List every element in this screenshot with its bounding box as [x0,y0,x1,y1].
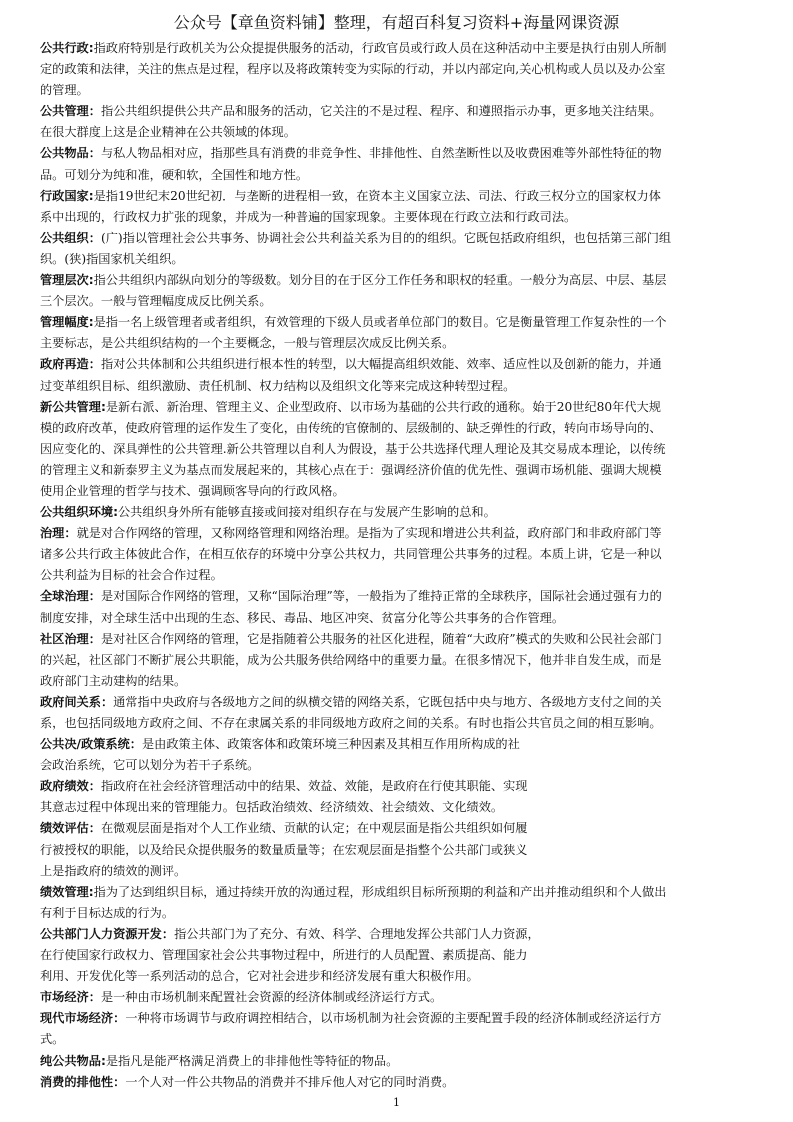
entry-definition-line: 其意志过程中体现出来的管理能力。包括政治绩效、经济绩效、社会绩效、文化绩效。 [40,800,504,815]
entry-definition-line: 政府部门主动建构的结果。 [40,673,187,688]
entry-term: 绩效评估 [40,821,89,836]
entry-separator: : [100,399,106,414]
entry-separator: : [88,315,94,330]
entry-term: 纯公共物品 [40,1053,101,1068]
entry-definition-line: 因应变化的、深具弹性的公共管理.新公共管理以自利人为假设，基于公共选择代理人理论及其交易成本理论，以传统 [40,441,666,456]
glossary-entry [40,818,756,881]
document-body [40,38,756,1093]
glossary-entry [40,312,756,354]
entry-separator: ： [100,694,114,709]
entry-separator: : [88,41,94,55]
entry-term: 市场经济 [40,990,89,1005]
entry-definition-line: 系中出现的，行政权力扩张的现象，并成为一种普遍的国家现象。主要体现在行政立法和行政司法。 [40,209,577,224]
entry-term: 公共部门人力资源开发 [40,926,162,941]
glossary-entry [40,882,756,924]
entry-definition-line: 会政治系统，它可以划分为若干子系统。 [40,758,260,773]
glossary-entry [40,692,756,734]
entry-term: 治理 [40,526,65,541]
entry-definition-line: 式。 [40,1032,65,1047]
entry-definition-line: 指公共部门为了充分、有效、科学、合理地发挥公共部门人力资源， [174,926,540,941]
entry-definition-line: 就是对合作网络的管理，又称网络管理和网络治理。是指为了实现和增进公共利益，政府部门和非政府部门等 [76,526,662,541]
entry-definition-line: (广)指以管理社会公共事务、协调社会公共利益关系为目的的组织。它既包括政府组织，也包括第三部门组 [100,230,672,245]
entry-definition-line: 一个人对一件公共物品的消费并不排斥他人对它的同时消费。 [125,1074,455,1089]
glossary-entry [40,38,756,101]
entry-definition-line: 是指凡是能严格满足消费上的非排他性等特征的物品。 [105,1053,399,1068]
entry-separator: ： [129,737,142,752]
glossary-entry [40,397,756,502]
entry-separator: ： [113,1074,126,1089]
entry-separator: ： [88,631,101,646]
entry-definition-line: 通常指中央政府与各级地方之间的纵横交错的网络关系，它既包括中央与地方、各级地方支付之间的关 [113,694,662,709]
entry-definition-line: 的兴起，社区部门不断扩展公共职能，成为公共服务供给网络中的重要力量。在很多情况下，他并非自发生成，而是 [40,652,662,667]
entry-definition-line: 系，也包括同级地方政府之间、不存在隶属关系的非同级地方政府之间的关系。有时也指公共官员之间的相互影响。 [40,716,662,730]
entry-definition-line: 定的政策和法律，关注的焦点是过程，程序以及将政策转变为实际的行动，并以内部定向,关心机构或人员以及办公室 [40,62,666,77]
entry-definition-line: 指政府在社会经济管理活动中的结果、效益、效能，是政府在行使其职能、实现 [100,779,528,794]
glossary-entry [40,629,756,692]
entry-term: 管理幅度 [40,315,89,330]
entry-separator: ： [161,926,175,941]
entry-term: 公共组织 [40,230,89,245]
entry-definition-line: 一种将市场调节与政府调控相结合，以市场机制为社会资源的主要配置手段的经济体制或经济运行方 [125,1011,662,1026]
entry-separator: : [113,505,118,520]
entry-term: 现代市场经济 [40,1011,114,1026]
entry-term: 消费的排他性 [40,1074,114,1089]
entry-definition-line: 指对公共体制和公共组织进行根本性的转型，以大幅提高组织效能、效率、适应性以及创新的能力，并通 [100,357,662,372]
entry-term: 公共管理 [40,104,89,119]
entry-term: 公共组织环境 [40,505,114,520]
entry-term: 政府间关系 [40,694,101,709]
entry-definition-line: 上是指政府的绩效的测评。 [40,863,187,878]
entry-term: 社区治理 [40,631,89,646]
glossary-entry [40,1008,756,1050]
entry-term: 管理层次 [40,273,89,288]
entry-term: 公共行政 [40,41,89,55]
entry-definition-line: 使用企业管理的哲学与技术、强调顾客导向的行政风格。 [40,483,345,498]
glossary-entry [40,186,756,228]
entry-definition-line: 指为了达到组织目标，通过持续开放的沟通过程，形成组织目标所预期的利益和产出并推动组织和个人做出 [93,884,667,899]
glossary-entry [40,523,756,586]
entry-separator: : [88,884,94,899]
glossary-entry [40,270,756,312]
entry-definition-line: 有利于目标达成的行为。 [40,905,175,920]
entry-separator: ： [113,1011,126,1026]
page-number: 1 [393,1096,400,1109]
entry-separator: ： [88,357,101,372]
entry-definition-line: 三个层次。一般与管理幅度成反比例关系。 [40,294,272,309]
entry-definition-line: 诸多公共行政主体彼此合作，在相互依存的环境中分享公共权力，共同管理公共事务的过程。本质上讲，它是一种以 [40,547,662,562]
entry-definition-line: 指公共组织提供公共产品和服务的活动，它关注的不是过程、程序、和遵照指示办事，更多地关注结果。 [100,104,662,119]
glossary-entry [40,228,756,270]
entry-definition-line: 是由政策主体、政策客体和政策环境三种因素及其相互作用所构成的社 [141,737,520,752]
page-header: 公众号【章鱼资料铺】整理，有超百科复习资料+海量网课资源 [173,13,620,32]
entry-separator: ： [88,146,101,161]
entry-definition-line: 织。(狭)指国家机关组织。 [40,251,184,266]
entry-definition-line: 主要标志，是公共组织结构的一个主要概念，一般与管理层次成反比例关系。 [40,336,455,351]
entry-definition-line: 在很大群度上这是企业精神在公共领域的体现。 [40,125,296,140]
glossary-entry [40,1072,756,1093]
entry-definition-line: 是指一名上级管理者或者组织，有效管理的下级人员或者单位部门的数目。它是衡量管理工作复杂性的一个 [93,315,667,330]
entry-separator: : [100,1053,106,1068]
glossary-entry [40,586,756,628]
entry-separator: : [88,273,94,288]
entry-term: 政府再造 [40,357,89,372]
entry-definition-line: 是对国际合作网络的管理，又称“国际治理”等，一般指为了维持正常的全球秩序，国际社会通过强有力的 [100,589,662,604]
entry-definition-line: 在行使国家行政权力、管理国家社会公共事物过程中，所进行的人员配置、素质提高、能力 [40,948,528,963]
entry-separator: : [88,188,94,203]
entry-definition-line: 品。可划分为纯和准，硬和软，全国性和地方性。 [40,167,309,182]
entry-definition-line: 模的政府改革，使政府管理的运作发生了变化，由传统的官僚制的、层级制的、缺乏弹性的行政，转向市场导向的、 [40,420,662,435]
glossary-entry [40,924,756,987]
glossary-entry [40,776,756,818]
glossary-entry [40,1051,756,1072]
entry-separator: ： [88,821,101,836]
entry-term: 新公共管理 [40,399,101,414]
entry-separator: ： [64,526,77,541]
glossary-entry [40,734,756,776]
entry-definition-line: 与私人物品相对应，指那些具有消费的非竞争性、非排他性、自然垄断性以及收费困难等外部性特征的物 [100,146,662,161]
entry-definition-line: 公共利益为目标的社会合作过程。 [40,568,223,583]
entry-definition-line: 指公共组织内部纵向划分的等级数。划分目的在于区分工作任务和职权的轻重。一般分为高层、中层、基层 [93,273,667,288]
entry-definition-line: 利用、开发优化等一系列活动的总合，它对社会进步和经济发展有重大积极作用。 [40,969,479,984]
entry-separator: ： [88,779,101,794]
entry-definition-line: 的管理主义和新泰罗主义为基点而发展起来的，其核心点在于：强调经济价值的优先性、强调市场机能、强调大规模 [40,462,662,477]
entry-definition-line: 是新右派、新治理、管理主义、企业型政府、以市场为基础的公共行政的通称。始于20世纪80年代大规 [105,399,661,414]
entry-separator: ： [88,104,101,119]
entry-definition-line: 是对社区合作网络的管理，它是指随着公共服务的社区化进程，随着“大政府”模式的失败和公民社会部门 [100,631,662,646]
entry-definition-line: 公共组织身外所有能够直接或间接对组织存在与发展产生影响的总和。 [118,505,496,520]
glossary-entry [40,354,756,396]
entry-separator: ： [88,589,101,604]
entry-definition-line: 行被授权的职能，以及给民众提供服务的数量质量等；在宏观层面是指整个公共部门或狭义 [40,842,528,857]
entry-term: 公共决/政策系统 [40,737,130,752]
entry-term: 政府绩效 [40,779,89,794]
entry-definition-line: 的管理。 [40,83,89,98]
entry-definition-line: 在微观层面是指对个人工作业绩、贡献的认定；在中观层面是指公共组织如何履 [100,821,528,836]
entry-definition-line: 制度安排，对全球生活中出现的生态、移民、毒品、地区冲突、贫富分化等公共事务的合作管理。 [40,610,565,625]
entry-definition-line: 是指19世纪末20世纪初．与垄断的进程相一致，在资本主义国家立法、司法、行政三权分立的国家权力体 [93,188,661,203]
glossary-entry [40,143,756,185]
entry-definition-line: 指政府特别是行政机关为公众提提供服务的活动，行政官员或行政人员在这种活动中主要是执行由别人所制 [93,41,667,55]
glossary-entry [40,502,756,523]
entry-definition-line: 是一种由市场机制来配置社会资源的经济体制或经济运行方式。 [100,990,443,1005]
entry-separator: ： [88,990,101,1005]
entry-term: 公共物品 [40,146,89,161]
entry-term: 行政国家 [40,188,89,203]
glossary-entry [40,101,756,143]
entry-separator: ： [88,230,101,245]
entry-definition-line: 过变革组织目标、组织激励、责任机制、权力结构以及组织文化等来完成这种转型过程。 [40,378,516,393]
entry-term: 全球治理 [40,589,89,604]
entry-term: 绩效管理 [40,884,89,899]
glossary-entry [40,987,756,1008]
